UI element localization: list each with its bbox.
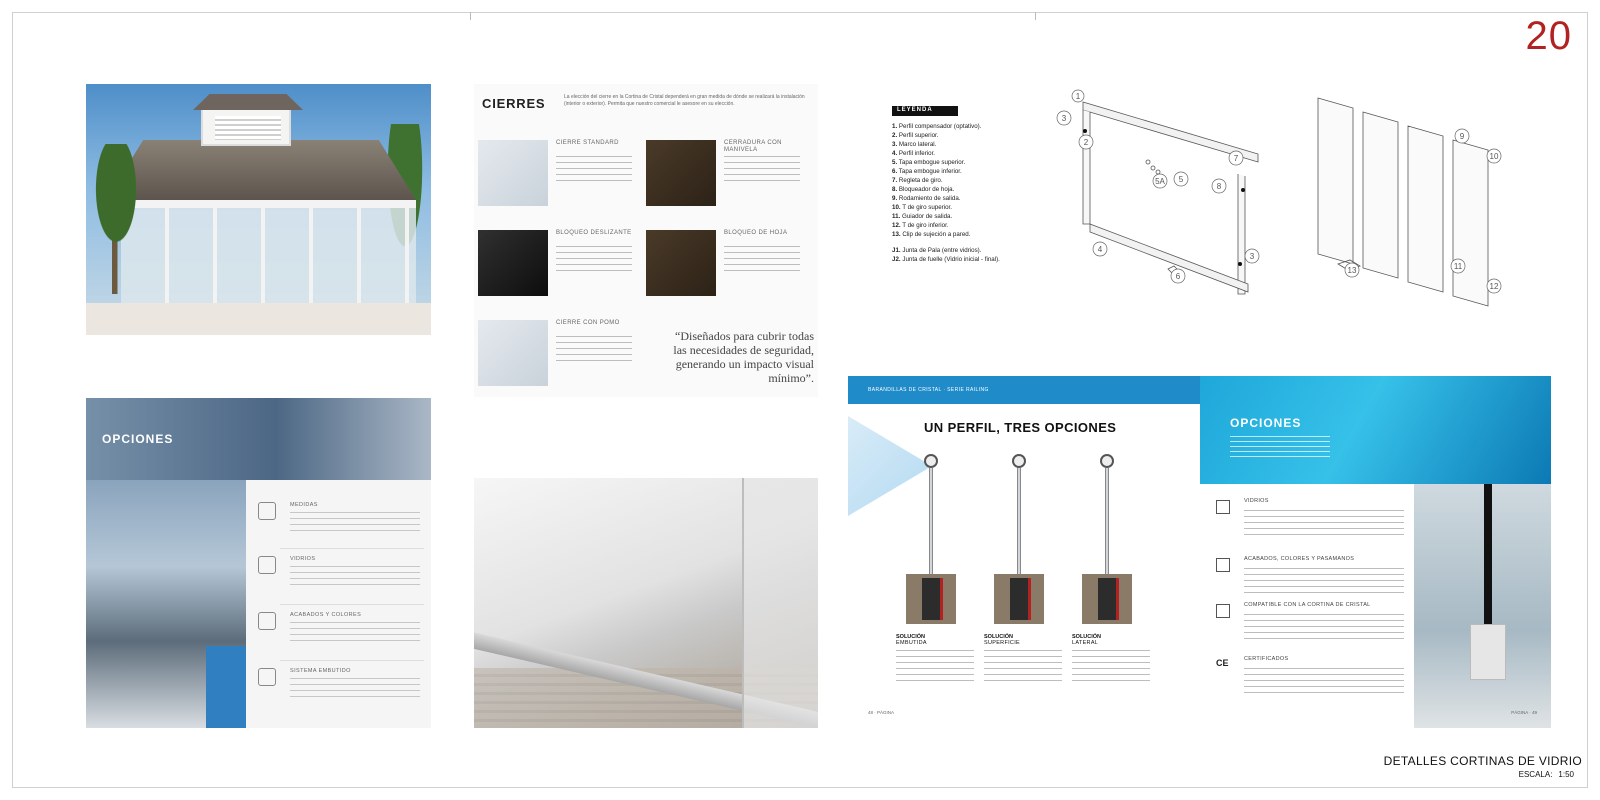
railing-spread [848, 376, 1551, 728]
cierre-title: CERRADURA CON MANIVELA [724, 140, 782, 153]
divider [280, 604, 424, 605]
ce-mark-icon: CE [1216, 658, 1229, 668]
svg-text:5: 5 [1178, 175, 1184, 184]
cierres-heading: CIERRES [482, 96, 546, 111]
profile-section [994, 454, 1044, 654]
leyenda-item: 4. Perfil inferior. [892, 150, 936, 157]
cierre-item [474, 312, 634, 392]
leyenda-item: 10. T de giro superior. [892, 204, 952, 211]
solution-text [984, 650, 1062, 686]
page-number: 20 [1525, 14, 1572, 58]
callout [1455, 129, 1469, 143]
cierre-photo [478, 140, 548, 206]
svg-text:6: 6 [1175, 272, 1181, 281]
callout [1072, 90, 1084, 102]
cierre-title: CIERRE STANDARD [556, 140, 619, 146]
leyenda-item: 9. Rodamiento de salida. [892, 195, 961, 202]
palm-tree [86, 144, 156, 294]
solution [896, 634, 974, 686]
solution-text [896, 650, 974, 686]
callout [1171, 269, 1185, 283]
glass-panes [121, 208, 416, 305]
svg-text:10: 10 [1489, 152, 1499, 161]
embed-icon [258, 668, 276, 686]
cierre-item [642, 132, 802, 212]
leyenda-panel [848, 84, 1548, 369]
profile-section [906, 454, 956, 654]
leyenda-gap [892, 239, 1042, 246]
svg-text:7: 7 [1233, 154, 1239, 163]
railing-shoe [1470, 624, 1506, 680]
opciones-row-text [290, 622, 420, 644]
svg-text:4: 4 [1097, 245, 1103, 254]
leyenda-tag: LEYENDA [892, 106, 958, 116]
handrail-cap [1100, 454, 1114, 468]
callout [1093, 242, 1107, 256]
handrail-cap [1012, 454, 1026, 468]
page-footer-right: PÁGINA · 49 [1511, 710, 1537, 715]
cierre-title: CIERRE CON POMO [556, 320, 620, 326]
opciones-row-label: MEDIDAS [290, 502, 318, 508]
opciones-row-label: ACABADOS Y COLORES [290, 612, 362, 618]
cierre-photo [478, 230, 548, 296]
opciones-row-text [290, 678, 420, 700]
svg-text:11: 11 [1453, 262, 1463, 271]
house-photo [86, 84, 431, 335]
scale-label: ESCALA: [1518, 770, 1553, 779]
svg-text:2: 2 [1083, 138, 1089, 147]
railing-post [1484, 484, 1492, 634]
glass-detail-photo [474, 478, 818, 728]
cierre-photo [646, 140, 716, 206]
profile-section [1082, 454, 1132, 654]
cupola [201, 106, 291, 146]
page-footer-left: 48 · PÁGINA [868, 710, 895, 715]
solution [984, 634, 1062, 686]
opciones-heading: OPCIONES [1230, 416, 1302, 430]
opciones-row-text [290, 512, 420, 534]
svg-text:8: 8 [1216, 182, 1222, 191]
solution-type: SUPERFICIE [984, 640, 1021, 646]
opciones-banner-blue [1200, 376, 1551, 484]
leyenda-joint: J1. Junta de Pala (entre vidrios). [892, 247, 982, 254]
solution-label: SOLUCIÓN [896, 634, 926, 640]
leyenda-item: 13. Clip de sujeción a pared. [892, 231, 971, 238]
railing-option-text [1244, 510, 1404, 538]
callout [1079, 135, 1093, 149]
svg-text:3: 3 [1249, 252, 1255, 261]
divider [280, 548, 424, 549]
opciones-row-label: SISTEMA EMBUTIDO [290, 668, 351, 674]
cierres-page [474, 84, 818, 397]
leyenda-item: 7. Regleta de giro. [892, 177, 943, 184]
railing-photo [1414, 484, 1551, 728]
callout [1153, 174, 1167, 188]
railing-option-label: CERTIFICADOS [1244, 656, 1289, 662]
railing-option-label: ACABADOS, COLORES Y PASAMANOS [1244, 556, 1355, 562]
cierre-item [474, 132, 634, 212]
railing-band [848, 376, 1200, 404]
railing-option-text [1244, 568, 1404, 596]
cierres-intro: La elección del cierre en la Cortina de Cristal dependerá en gran medida de dónde se realizará la instalación (interior o exterior). Permita que nuestro comercial le asesore en su elección. [564, 94, 805, 107]
compatible-icon [1216, 604, 1230, 618]
solution-label: SOLUCIÓN [1072, 634, 1102, 640]
profile-base [906, 574, 956, 624]
cierre-photo [478, 320, 548, 386]
railing-option-text [1244, 668, 1404, 696]
svg-text:13: 13 [1347, 266, 1357, 275]
railing-option-label: VIDRIOS [1244, 498, 1269, 504]
glass-icon [258, 556, 276, 574]
louvers [215, 116, 281, 140]
cierres-quote: “Diseñados para cubrir todas las necesidades de seguridad, generando un impacto visual mínimo”. [673, 329, 814, 385]
callout [1451, 259, 1465, 273]
callout [1345, 263, 1359, 277]
opciones-heading: OPCIONES [102, 432, 174, 446]
svg-text:3: 3 [1061, 114, 1067, 123]
leyenda-item: 6. Tapa embogue inferior. [892, 168, 962, 175]
leyenda-list [892, 122, 1042, 264]
leyenda-item: 5. Tapa embogue superior. [892, 159, 966, 166]
opciones-subtext [102, 454, 412, 468]
opciones-row-label: VIDRIOS [290, 556, 316, 562]
cierre-item [474, 222, 634, 302]
callout [1057, 111, 1071, 125]
solution-label: SOLUCIÓN [984, 634, 1014, 640]
profile-base [994, 574, 1044, 624]
leyenda-item: 1. Perfil compensador (optativo). [892, 123, 982, 130]
exploded-drawing [1048, 84, 1548, 369]
svg-text:1: 1 [1075, 92, 1081, 101]
blue-accent [206, 646, 246, 728]
glass-icon [1216, 500, 1230, 514]
leyenda-item: 12. T de giro inferior. [892, 222, 949, 229]
sheet-title: DETALLES CORTINAS DE VIDRIO [1383, 754, 1582, 768]
divider [280, 660, 424, 661]
leyenda-item: 3. Marco lateral. [892, 141, 937, 148]
leyenda-item: 8. Bloqueador de hoja. [892, 186, 955, 193]
callout [1212, 179, 1226, 193]
handrail-cap [924, 454, 938, 468]
opciones-page [86, 398, 431, 728]
leyenda-joint: J2. Junta de fuelle (Vidrio inicial - final). [892, 256, 1000, 263]
ruler-icon [258, 502, 276, 520]
railing-band-text: BARANDILLAS DE CRISTAL · SERIE RAILING [868, 387, 989, 393]
callout [1487, 279, 1501, 293]
leyenda-item: 11. Guiador de salida. [892, 213, 953, 220]
glass-enclosure [121, 200, 416, 305]
callout [1487, 149, 1501, 163]
cierre-photo [646, 230, 716, 296]
callout [1245, 249, 1259, 263]
glass-pane [742, 478, 818, 728]
brush-icon [1216, 558, 1230, 572]
brush-icon [258, 612, 276, 630]
cierre-title: BLOQUEO DE HOJA [724, 230, 788, 236]
svg-text:12: 12 [1489, 282, 1499, 291]
profile-base [1082, 574, 1132, 624]
cierre-text [724, 156, 800, 186]
svg-text:9: 9 [1459, 132, 1465, 141]
solution-type: EMBUTIDA [896, 640, 927, 646]
opciones-row-text [290, 566, 420, 588]
cierre-text [556, 246, 632, 276]
terrace-floor [86, 303, 431, 335]
cierre-text [724, 246, 800, 276]
solution-type: LATERAL [1072, 640, 1099, 646]
solution [1072, 634, 1150, 686]
callout [1229, 151, 1243, 165]
fold-mark [470, 12, 471, 20]
scale-value: 1:50 [1558, 770, 1574, 779]
railing-heading: UN PERFIL, TRES OPCIONES [924, 420, 1117, 435]
callout [1174, 172, 1188, 186]
railing-option-text [1244, 614, 1404, 642]
fold-mark [1035, 12, 1036, 20]
svg-text:5A: 5A [1155, 177, 1165, 186]
cierre-text [556, 336, 632, 366]
cierre-item [642, 222, 802, 302]
railing-option-label: COMPATIBLE CON LA CORTINA DE CRISTAL [1244, 602, 1371, 608]
opciones-subtext [1230, 436, 1330, 460]
cierre-text [556, 156, 632, 186]
sheet-scale [1513, 770, 1574, 779]
solution-text [1072, 650, 1150, 686]
leyenda-item: 2. Perfil superior. [892, 132, 939, 139]
cierre-title: BLOQUEO DESLIZANTE [556, 230, 632, 236]
